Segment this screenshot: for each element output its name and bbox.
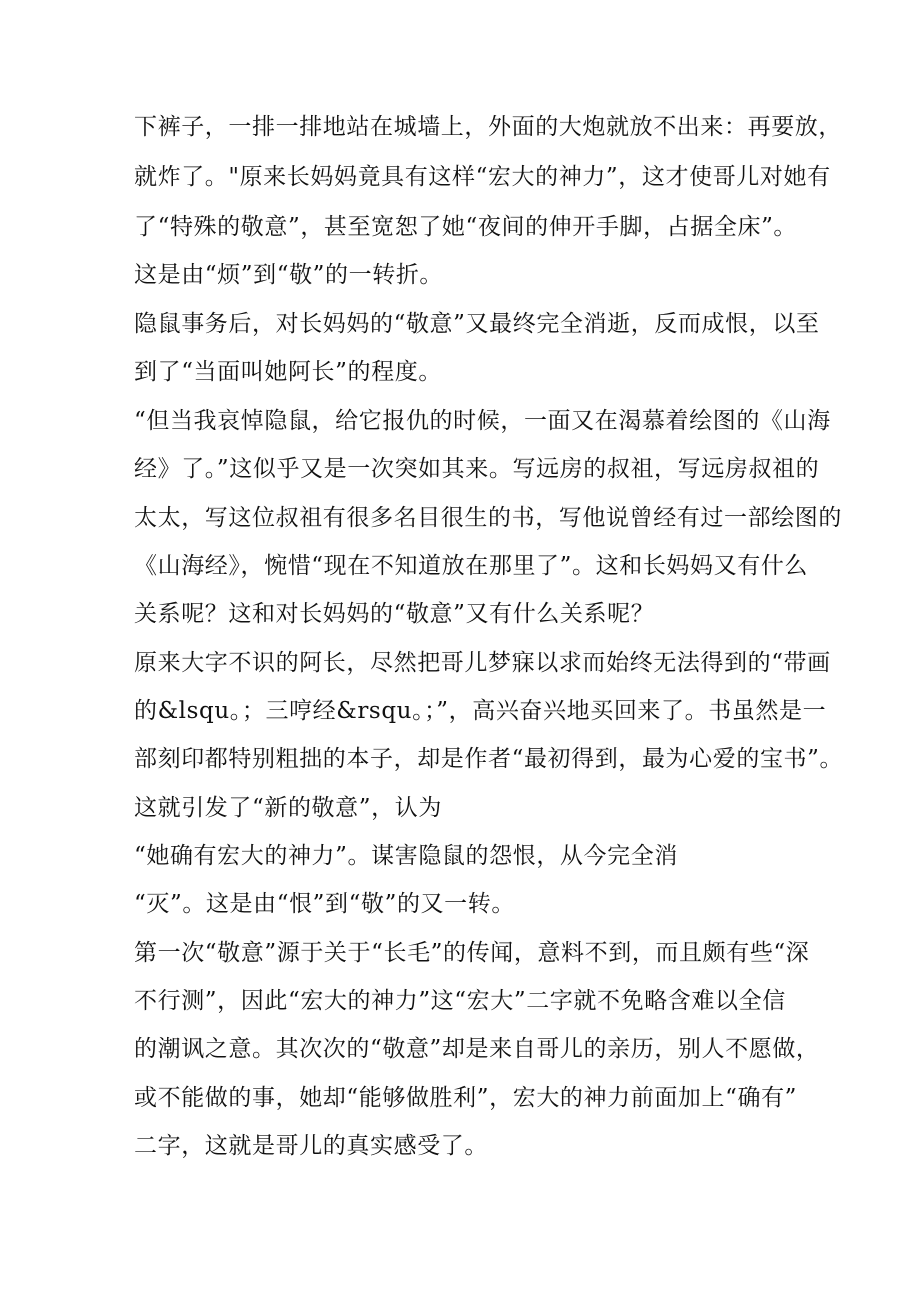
text-line: “她确有宏大的神力”。谋害隐鼠的怨恨，从今完全消 <box>134 843 678 869</box>
text-line: 经》了。”这似乎又是一次突如其来。写远房的叔祖，写远房叔祖的 <box>134 456 820 482</box>
text-line: 部刻印都特别粗拙的本子，却是作者“最初得到，最为心爱的宝书”。 <box>134 746 844 772</box>
text-line: 就炸了。"原来长妈妈竟具有这样“宏大的神力”，这才使哥儿对她有 <box>134 164 831 190</box>
text-line: 到了“当面叫她阿长”的程度。 <box>134 359 442 385</box>
text-line: 二字，这就是哥儿的真实感受了。 <box>134 1133 488 1159</box>
text-line: 这就引发了“新的敬意”，认为 <box>134 795 442 821</box>
text-line: 《山海经》，惋惜“现在不知道放在那里了”。这和长妈妈又有什么 <box>134 553 809 579</box>
text-line: 这是由“烦”到“敬”的一转折。 <box>134 262 444 288</box>
text-line: “灭”。这是由“恨”到“敬”的又一转。 <box>134 891 515 917</box>
text-line: 第一次“敬意”源于关于“长毛”的传闻，意料不到，而且颇有些“深 <box>134 940 810 966</box>
text-line: 不行测”，因此“宏大的神力”这“宏大”二字就不免略含难以全信 <box>134 988 786 1014</box>
text-line: 下裤子，一排一排地站在城墙上，外面的大炮就放不出来：再要放， <box>134 114 842 140</box>
text-line: 的&lsqu。；三哼经&rsqu。；”，高兴奋兴地买回来了。书虽然是一 <box>134 698 827 724</box>
text-line: 隐鼠事务后，对长妈妈的“敬意”又最终完全消逝，反而成恨，以至 <box>134 311 820 337</box>
text-line: 的潮讽之意。其次次的“敬意”却是来自哥儿的亲历，别人不愿做， <box>134 1036 820 1062</box>
text-line: 原来大字不识的阿长，尽然把哥儿梦寐以求而始终无法得到的“带画 <box>134 650 831 676</box>
text-line: “但当我哀悼隐鼠，给它报仇的时候，一面又在渴慕着绘图的《山海 <box>134 408 831 434</box>
text-line: 关系呢？这和对长妈妈的“敬意”又有什么关系呢？ <box>134 601 655 627</box>
text-line: 了“特殊的敬意”，甚至宽恕了她“夜间的伸开手脚，占据全床”。 <box>134 214 798 240</box>
text-line: 太太，写这位叔祖有很多名目很生的书，写他说曾经有过一部绘图的 <box>134 505 842 531</box>
text-line: 或不能做的事，她却“能够做胜利”，宏大的神力前面加上“确有” <box>134 1085 798 1111</box>
